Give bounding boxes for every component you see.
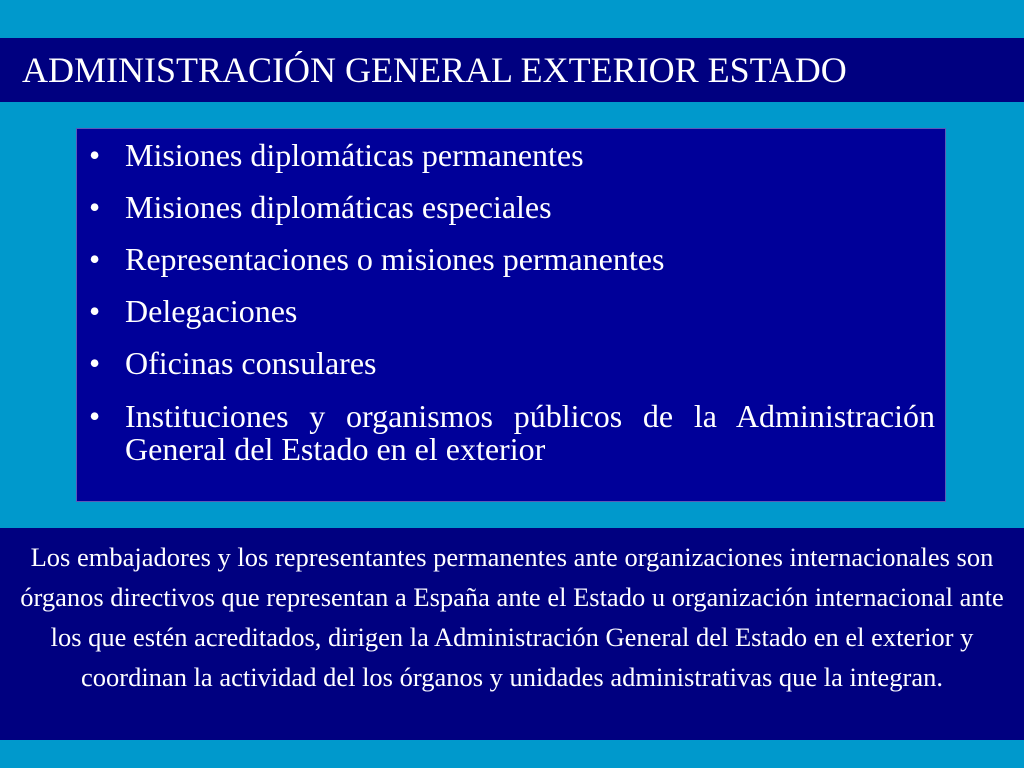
bullet-icon: • — [89, 189, 101, 225]
note-panel — [0, 528, 1024, 740]
list-item-text: Oficinas consulares — [125, 345, 377, 381]
list-item-text: Representaciones o misiones permanentes — [125, 241, 665, 277]
list-item-text: Instituciones y organismos públicos de la Administración General del Estado en el exterior — [125, 398, 935, 467]
title-bar — [0, 38, 1024, 102]
list-item-text: Misiones diplomáticas permanentes — [125, 137, 584, 173]
bullet-icon: • — [89, 293, 101, 329]
bullet-icon: • — [89, 345, 101, 381]
bullet-list-panel — [76, 128, 946, 502]
slide-title: ADMINISTRACIÓN GENERAL EXTERIOR ESTADO — [22, 50, 847, 90]
bullet-icon: • — [89, 241, 101, 277]
list-item-text: Delegaciones — [125, 293, 298, 329]
list-item-text: Misiones diplomáticas especiales — [125, 189, 552, 225]
bullet-icon: • — [89, 137, 101, 173]
note-text: Los embajadores y los representantes permanentes ante organizaciones internacionales son órganos directivos que representan a España ante el Estado u organización internacional ante los que estén acreditados, dirigen la Administración General del Estado en el exterior y coordinan la actividad del los órganos y unidades administrativas que la integran. — [20, 542, 1004, 692]
bullet-icon: • — [89, 398, 101, 434]
